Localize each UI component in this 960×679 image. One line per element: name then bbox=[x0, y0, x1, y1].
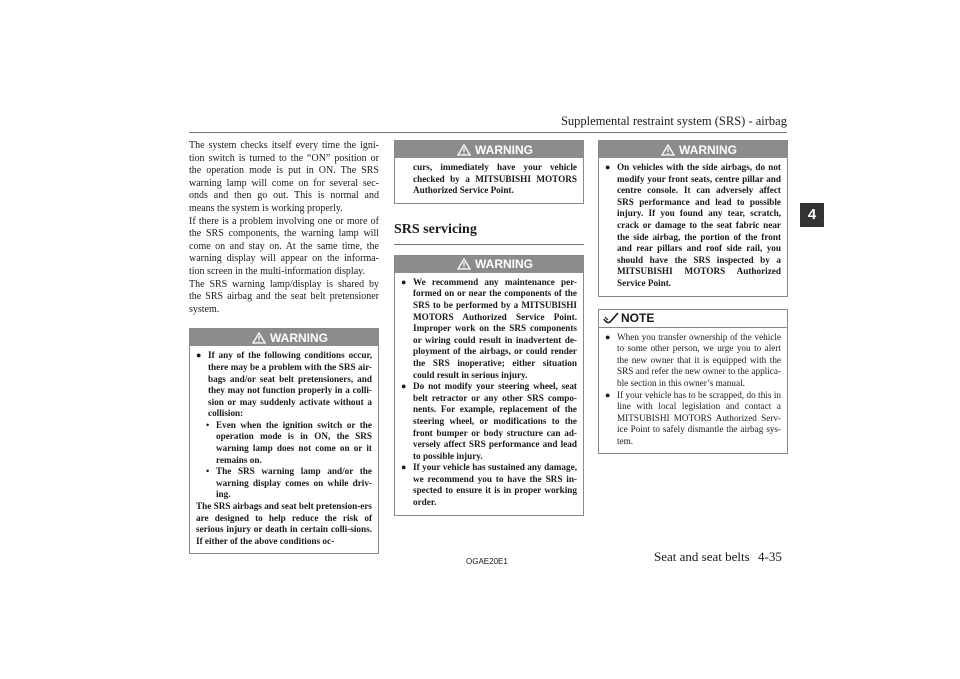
warning-item: ● Do not modify your steering wheel, seat belt retractor or any other SRS compo-nents. For example, replacement of the steering wheel, or modifications to the front bumper or body structure can ad-versely affect SRS performance and lead to possible injury. bbox=[401, 381, 577, 461]
bullet-dot-icon: • bbox=[206, 466, 210, 477]
column-1 bbox=[189, 140, 379, 554]
bullet-dot-icon: • bbox=[206, 419, 210, 430]
warning-header bbox=[190, 329, 378, 346]
warning-header bbox=[395, 256, 583, 273]
bullet-dot-icon: ● bbox=[401, 276, 407, 287]
warning-label: WARNING bbox=[475, 257, 533, 272]
warning-label: WARNING bbox=[475, 142, 533, 157]
warning-box-side-airbag bbox=[598, 140, 788, 297]
intro-paragraph-2: If there is a problem involving one or more of the SRS components, the warning lamp will come on and stay on. At the same time, the warning display will appear on the informa-tion screen in the multi-information display. bbox=[189, 215, 379, 277]
note-box bbox=[598, 309, 788, 455]
warning-box-continued bbox=[394, 140, 584, 204]
warning-box-servicing bbox=[394, 255, 584, 516]
bullet-dot-icon: ● bbox=[401, 462, 407, 473]
warning-body bbox=[190, 346, 378, 553]
footer-code: OGAE20E1 bbox=[466, 557, 508, 566]
page-number: 4-35 bbox=[758, 549, 782, 564]
bullet-dot-icon: ● bbox=[401, 381, 407, 392]
warning-body bbox=[599, 158, 787, 296]
warning-triangle-icon bbox=[457, 144, 471, 156]
warning-continuation: The SRS airbags and seat belt pretension-ers are designed to help reduce the risk of serious injury or death in certain colli-sions. If either of the above conditions oc- bbox=[196, 501, 372, 546]
warning-item: ● If any of the following conditions occur, there may be a problem with the SRS air-bags and/or seat belt pretensioners, and they may not function properly in a colli-sion or may suddenly activate without a collision: bbox=[196, 350, 372, 419]
bullet-dot-icon: ● bbox=[605, 331, 611, 342]
warning-header bbox=[395, 141, 583, 158]
intro-paragraph-3: The SRS warning lamp/display is shared by the SRS airbag and the seat belt pretensioner system. bbox=[189, 278, 379, 315]
note-item: ● When you transfer ownership of the vehicle to some other person, we urge you to alert the new owner that it is equipped with the SRS and refer the new owner to the applica-ble section in this owner’s manual. bbox=[605, 331, 781, 388]
bullet-dot-icon: ● bbox=[196, 350, 202, 361]
warning-body: curs, immediately have your vehicle checked by a MITSUBISHI MOTORS Authorized Service Point. bbox=[413, 162, 577, 196]
header-rule bbox=[189, 132, 787, 133]
intro-paragraph-1: The system checks itself every time the igni-tion switch is turned to the “ON” position or the operation mode is put in ON. The SRS warning lamp will come on for several sec-onds and then go out. This is normal and means the system is working properly. bbox=[189, 140, 379, 214]
note-header bbox=[599, 310, 787, 328]
warning-item: ● If your vehicle has sustained any damage, we recommend you to have the SRS in-spected to ensure it is in proper working order. bbox=[401, 462, 577, 508]
warning-item: ● On vehicles with the side airbags, do not modify your front seats, centre pillar and centre console. It can adversely affect SRS performance and lead to possible injury. If you found any tear, scratch, crack or damage to the seat fabric near the side airbag, the portion of the front and rear pillars and roof side rail, you should have the SRS inspected by a MITSUBISHI MOTORS Authorized Service Point. bbox=[605, 162, 781, 288]
warning-triangle-icon bbox=[252, 332, 266, 344]
chapter-tab: 4 bbox=[800, 203, 824, 227]
warning-triangle-icon bbox=[457, 258, 471, 270]
warning-triangle-icon bbox=[661, 144, 675, 156]
warning-subitem: • The SRS warning lamp and/or the warning display comes on while driv-ing. bbox=[206, 466, 372, 500]
warning-body bbox=[395, 273, 583, 515]
bullet-dot-icon: ● bbox=[605, 389, 611, 400]
warning-box-srs-lamp bbox=[189, 328, 379, 554]
warning-subitem: • Even when the ignition switch or the operation mode is in ON, the SRS warning lamp does not come on or it remains on. bbox=[206, 419, 372, 465]
warning-label: WARNING bbox=[679, 142, 737, 157]
warning-label: WARNING bbox=[270, 330, 328, 345]
warning-header bbox=[599, 141, 787, 158]
column-2 bbox=[394, 140, 584, 516]
note-body bbox=[599, 328, 787, 454]
footer-section: Seat and seat belts bbox=[654, 549, 750, 564]
bullet-dot-icon: ● bbox=[605, 162, 611, 172]
note-item: ● If your vehicle has to be scrapped, do this in line with local legislation and contact a MITSUBISHI MOTORS Authorized Serv-ice Point to safely dismantle the airbag sys-tem. bbox=[605, 389, 781, 446]
page-header: Supplemental restraint system (SRS) - airbag bbox=[560, 114, 787, 128]
column-3 bbox=[598, 140, 788, 454]
note-label: NOTE bbox=[621, 311, 655, 326]
warning-item: ● We recommend any maintenance per-formed on or near the components of the SRS to be performed by a MITSUBISHI MOTORS Authorized Service Point. Improper work on the SRS components or wiring could result in inadvertent de-ployment of the airbags, or could render the SRS inoperative; either situation could result in serious injury. bbox=[401, 276, 577, 380]
note-pen-icon bbox=[603, 311, 619, 325]
section-title: SRS servicing bbox=[394, 216, 584, 245]
